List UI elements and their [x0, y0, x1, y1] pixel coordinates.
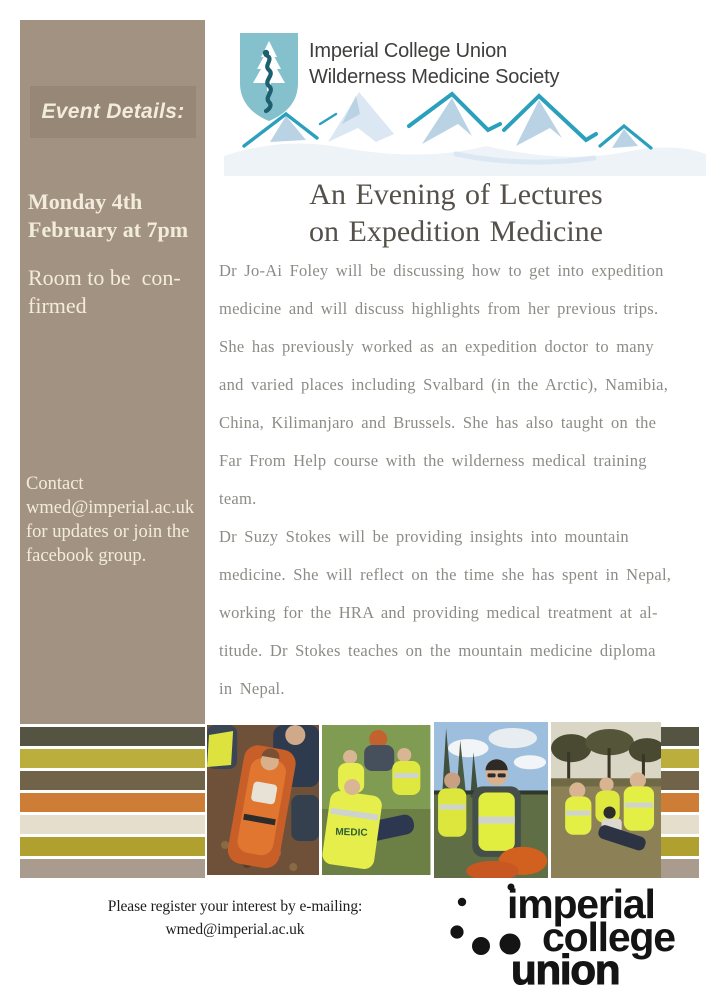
- training-photo-strip: [207, 722, 661, 878]
- colour-stripe: [661, 749, 699, 768]
- medic-vest-text: MEDIC: [335, 826, 369, 839]
- register-instructions: [55, 895, 415, 941]
- medic-team-casualty-assessment-photo: [322, 725, 430, 875]
- body-text-line: Dr Suzy Stokes will be providing insights into mountain: [219, 527, 629, 546]
- register-instructions-line: wmed@imperial.ac.uk: [165, 921, 305, 938]
- contact-info-line: wmed@imperial.ac.uk: [26, 498, 195, 518]
- colour-stripe: [661, 771, 699, 790]
- event-room: [28, 264, 202, 320]
- union-logo-word-union: union: [511, 946, 620, 993]
- body-text-line: medicine and will discuss highlights from her previous trips.: [219, 299, 659, 318]
- contact-info-line: Contact: [26, 474, 84, 494]
- body-text-line: She has previously worked as an expedition doctor to many: [219, 337, 654, 356]
- colour-stripe: [661, 727, 699, 746]
- body-text-line: in Nepal.: [219, 679, 285, 698]
- event-details-label: Event Details:: [41, 100, 185, 123]
- colour-stripe: [20, 859, 205, 878]
- register-instructions-line: Please register your interest by e-mailing:: [107, 898, 363, 915]
- body-text-line: Far From Help course with the wilderness medical training: [219, 451, 647, 470]
- stretcher-carry-hi-vis-photo: [434, 722, 548, 878]
- colour-stripe: [20, 815, 205, 834]
- contact-info-line: for updates or join the: [26, 522, 190, 542]
- colour-stripes-right: [661, 727, 699, 878]
- colour-stripe: [661, 837, 699, 856]
- colour-stripe: [20, 727, 205, 746]
- casualty-on-orange-stretcher-training-photo: [207, 725, 319, 875]
- page-title-line: on Expedition Medicine: [309, 215, 603, 248]
- union-logo-word-imperial: imperial: [507, 881, 655, 927]
- body-text-line: China, Kilimanjaro and Brussels. She has also taught on the: [219, 413, 657, 432]
- body-text: [219, 252, 699, 708]
- event-details-header: [30, 86, 196, 138]
- event-room-line: firmed: [28, 293, 87, 318]
- contact-info-line: facebook group.: [26, 546, 147, 566]
- field-casualty-treatment-photo: [551, 722, 661, 878]
- society-name-line: Wilderness Medicine Society: [309, 66, 560, 88]
- event-details-sidebar: [20, 20, 205, 724]
- union-logo-word-college: college: [542, 914, 675, 960]
- colour-stripes-left: [20, 727, 205, 878]
- colour-stripe: [20, 749, 205, 768]
- body-text-line: medicine. She will reflect on the time she has spent in Nepal,: [219, 565, 672, 584]
- body-paragraph-stokes: [219, 518, 699, 708]
- society-name-line: Imperial College Union: [309, 40, 507, 62]
- colour-stripe: [20, 837, 205, 856]
- colour-stripe: [20, 793, 205, 812]
- colour-stripe: [661, 793, 699, 812]
- body-text-line: Dr Jo-Ai Foley will be discussing how to get into expedition: [219, 261, 664, 280]
- body-text-line: team.: [219, 489, 257, 508]
- page-title: [215, 176, 697, 250]
- event-date-line: February at 7pm: [28, 217, 189, 242]
- contact-info: [26, 472, 202, 568]
- page-title-line: An Evening of Lectures: [309, 178, 603, 211]
- body-text-line: and varied places including Svalbard (in the Arctic), Namibia,: [219, 375, 669, 394]
- event-date-line: Monday 4th: [28, 189, 143, 214]
- event-date: [28, 188, 200, 244]
- colour-stripe: [661, 815, 699, 834]
- body-paragraph-foley: [219, 252, 699, 518]
- colour-stripe: [661, 859, 699, 878]
- body-text-line: working for the HRA and providing medical treatment at al-: [219, 603, 658, 622]
- mountain-range-icon: [224, 84, 706, 176]
- society-name: [309, 38, 649, 90]
- event-room-line: Room to be con-: [28, 265, 181, 290]
- colour-stripe: [20, 771, 205, 790]
- body-text-line: titude. Dr Stokes teaches on the mountain medicine diploma: [219, 641, 656, 660]
